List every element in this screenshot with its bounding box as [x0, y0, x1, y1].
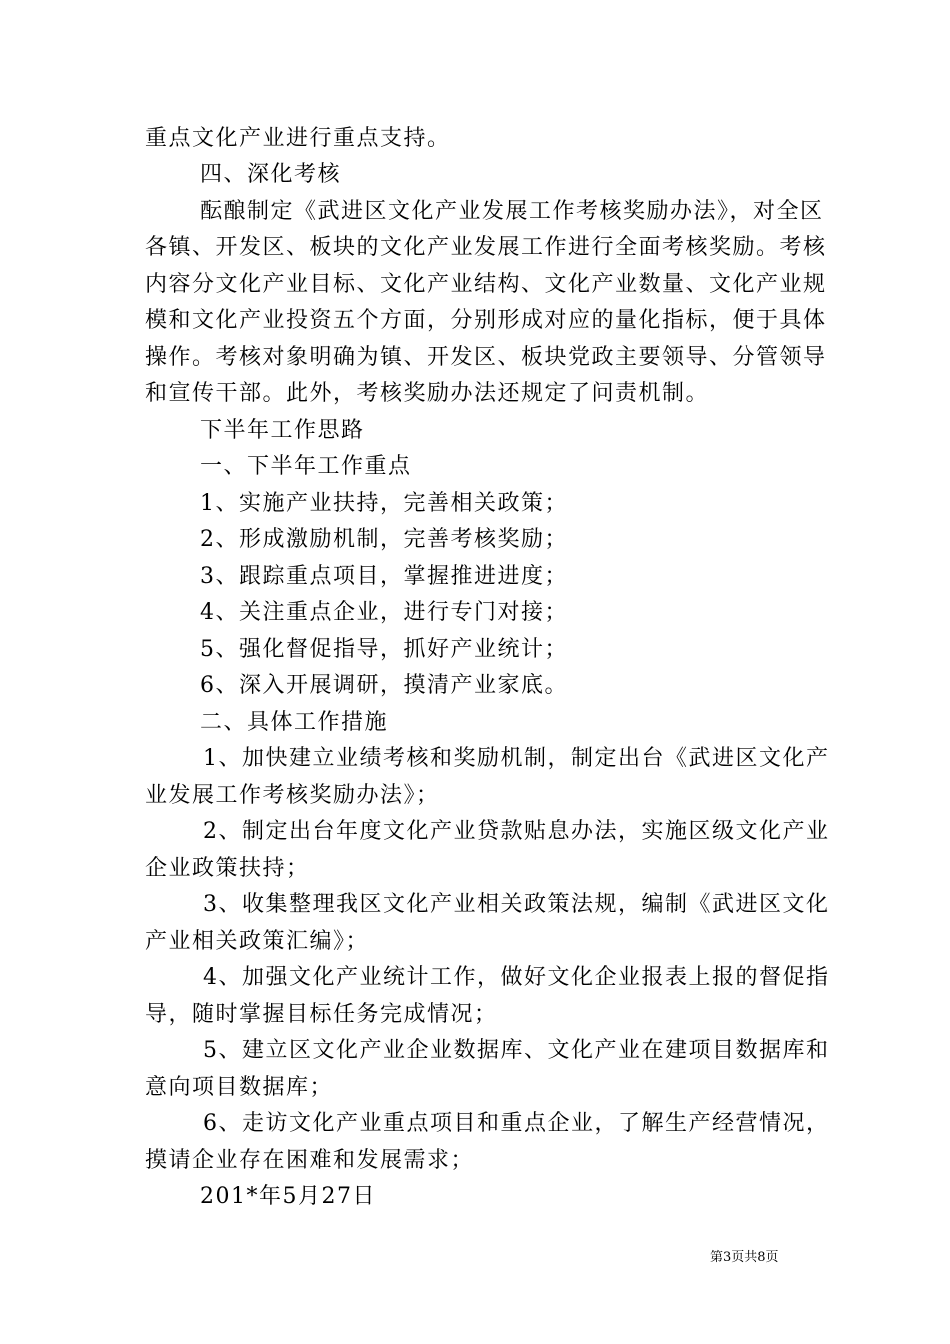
- page-number: 第3页共8页: [710, 1250, 779, 1265]
- list-item: 6、深入开展调研，摸清产业家底。: [200, 673, 568, 698]
- paragraph-line: 重点文化产业进行重点支持。: [145, 126, 451, 151]
- paragraph-line: 5、建立区文化产业企业数据库、文化产业在建项目数据库和: [203, 1038, 830, 1063]
- section-heading: 下半年工作思路: [200, 418, 365, 443]
- paragraph-line: 企业政策扶持；: [145, 856, 310, 881]
- section-heading: 二、具体工作措施: [200, 710, 389, 735]
- paragraph-line: 和宣传干部。此外，考核奖励办法还规定了问责机制。: [145, 381, 710, 406]
- section-heading: 一、下半年工作重点: [200, 454, 412, 479]
- paragraph-line: 操作。考核对象明确为镇、开发区、板块党政主要领导、分管领导: [145, 345, 827, 370]
- paragraph-line: 内容分文化产业目标、文化产业结构、文化产业数量、文化产业规: [145, 272, 827, 297]
- paragraph-line: 酝酿制定《武进区文化产业发展工作考核奖励办法》，对全区: [200, 199, 824, 224]
- paragraph-line: 各镇、开发区、板块的文化产业发展工作进行全面考核奖励。考核: [145, 235, 827, 260]
- paragraph-line: 产业相关政策汇编》；: [145, 929, 370, 954]
- list-item: 5、强化督促指导，抓好产业统计；: [200, 637, 568, 662]
- paragraph-line: 意向项目数据库；: [145, 1075, 334, 1100]
- paragraph-line: 导，随时掌握目标任务完成情况；: [145, 1002, 498, 1027]
- paragraph-line: 摸请企业存在困难和发展需求；: [145, 1148, 475, 1173]
- list-item: 1、实施产业扶持，完善相关政策；: [200, 491, 568, 516]
- paragraph-line: 2、制定出台年度文化产业贷款贴息办法，实施区级文化产业: [203, 819, 830, 844]
- list-item: 3、跟踪重点项目，掌握推进进度；: [200, 564, 568, 589]
- paragraph-line: 3、收集整理我区文化产业相关政策法规，编制《武进区文化: [203, 892, 830, 917]
- date-line: 201*年5月27日: [200, 1184, 376, 1209]
- list-item: 4、关注重点企业，进行专门对接；: [200, 600, 568, 625]
- section-heading: 四、深化考核: [200, 162, 342, 187]
- paragraph-line: 4、加强文化产业统计工作，做好文化企业报表上报的督促指: [203, 965, 830, 990]
- list-item: 2、形成激励机制，完善考核奖励；: [200, 527, 568, 552]
- paragraph-line: 6、走访文化产业重点项目和重点企业，了解生产经营情况，: [203, 1111, 830, 1136]
- paragraph-line: 1、加快建立业绩考核和奖励机制，制定出台《武进区文化产: [203, 746, 830, 771]
- paragraph-line: 业发展工作考核奖励办法》；: [145, 783, 440, 808]
- paragraph-line: 模和文化产业投资五个方面，分别形成对应的量化指标，便于具体: [145, 308, 827, 333]
